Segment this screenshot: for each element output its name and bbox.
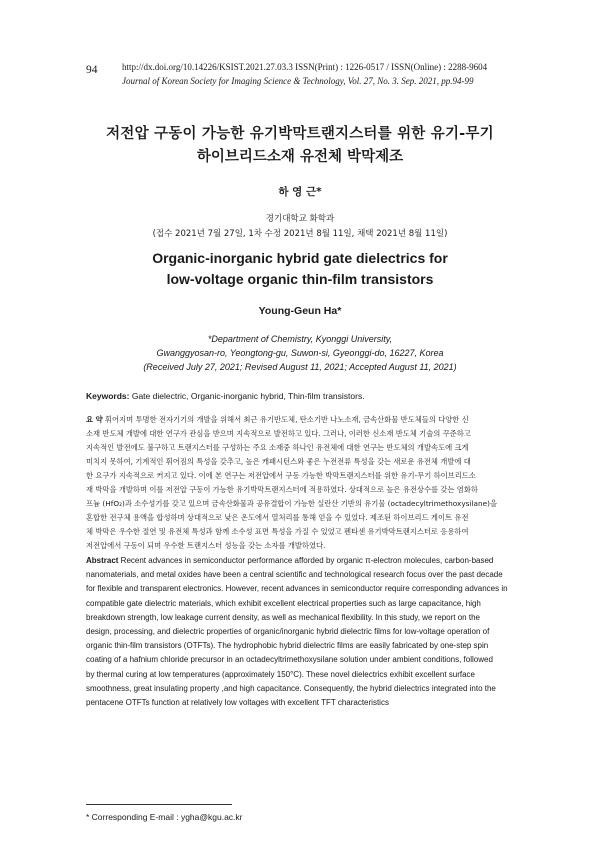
- keywords-label: Keywords:: [86, 391, 130, 401]
- korean-abstract-line: 재 박막을 개발하며 이를 저전압 구동이 가능한 유기박막트랜지스터에 적용하였다. 상대적으로 높은 유전상수를 갖는 염화하: [86, 485, 478, 494]
- korean-title-line-1: 저전압 구동이 가능한 유기박막트랜지스터를 위한 유기-무기: [106, 126, 494, 142]
- korean-abstract-line: 요 약 휘어지며 투명한 전자기기의 개발을 위해서 최근 유기반도체, 탄소기반 나노소재, 금속산화물 반도체들의 다양한 신: [86, 415, 469, 424]
- english-abstract-label: Abstract: [86, 556, 119, 565]
- english-title-line-1: Organic-inorganic hybrid gate dielectrics for: [152, 250, 448, 266]
- korean-affiliation: 경기대학교 화학과: [265, 214, 335, 224]
- english-abstract-line: design, processing, and dielectric properties of organic/inorganic hybrid dielectric films for low-voltage operation of: [86, 627, 490, 637]
- korean-abstract-label: 요 약: [86, 415, 103, 424]
- english-title-line-2: low-voltage organic thin-film transistors: [166, 271, 434, 287]
- footnote-divider: [86, 804, 232, 805]
- korean-abstract-line: 미치지 못하여, 기계적인 휘어짐의 특성을 갖추고, 높은 캐패시턴스와 좋은 누전전류 특성을 갖는 새로운 유전체 개발에 대: [86, 457, 471, 466]
- corresponding-email-footnote: * Corresponding E-mail : ygha@kgu.ac.kr: [86, 812, 243, 822]
- english-abstract-line: coating of a hafnium chloride precursor in an octadecyltrimethoxysilane solution under ambient conditions, followed: [86, 655, 493, 665]
- english-abstract-line: smoothness, great insulating property ,and high capacitance. Consequently, the hybrid dielectrics integrated into the: [86, 683, 496, 693]
- english-abstract-line: organic thin-film transistors (OTFTs). The hydrophobic hybrid dielectric films are easily fabricated by one-step spin: [86, 641, 489, 651]
- english-abstract-line: by thermal curing at low temperatures (approximately 150°C). These novel dielectrics exhibit excellent surface: [86, 669, 476, 679]
- english-abstract-line: compatible gate dielectric materials, which exhibit excellent electrical properties such as large capacitance, high: [86, 598, 481, 608]
- korean-abstract-line: 저전압에서 구동이 되며 우수한 트랜지스터 성능을 갖는 소자를 개발하였다.: [86, 541, 326, 550]
- doi-issn-line: http://dx.doi.org/10.14226/KSIST.2021.27.03.3 ISSN(Print) : 1226-0517 / ISSN(Online) : 2288-9604: [122, 62, 488, 72]
- english-abstract-line: breakdown strength, low leakage current density, as well as mechanical flexibility. In this study, we report on the: [86, 612, 480, 622]
- keywords-text: Gate dielectric, Organic-inorganic hybrid, Thin-film transistors.: [129, 391, 365, 401]
- korean-abstract-line: 소재 반도체 개발에 대한 연구가 관심을 받으며 지속적으로 발전하고 있다. 그러나, 이러한 신소재 반도체 기술의 꾸준하고: [86, 429, 471, 438]
- korean-abstract-line: 프늄 (HfO₂)과 소수성기를 갖고 있으며 금속산화물과 공유결합이 가능한 실란산 기반의 유기물 (octadecyltrimethoxysilane)을: [86, 499, 498, 508]
- english-abstract-line: nanomaterials, and metal oxides have been a central scientific and technological research focus over the past decade: [86, 570, 503, 580]
- korean-abstract: [86, 413, 516, 553]
- korean-abstract-line: 지속적인 발전에도 불구하고 트랜지스터를 구성하는 주요 소재중 하나인 유전체에 대한 연구는 반도체의 개발속도에 크게: [86, 443, 469, 452]
- korean-abstract-line: 한 요구가 지속적으로 커지고 있다. 이에 본 연구는 저전압에서 구동 가능한 박막트랜지스터를 위한 유기-무기 하이브리드소: [86, 471, 476, 480]
- english-dates: (Received July 27, 2021; Revised August 11, 2021; Accepted August 11, 2021): [143, 362, 457, 372]
- english-abstract-line: pentacene OTFTs function at relatively low voltages with excellent TFT characteristics: [86, 698, 389, 708]
- korean-dates: (접수 2021년 7월 27일, 1차 수정 2021년 8월 11일, 채택 2021년 8월 11일): [152, 229, 448, 239]
- korean-title-line-2: 하이브리드소재 유전체 박막제조: [196, 149, 404, 165]
- english-affiliation-line-1: *Department of Chemistry, Kyonggi University,: [207, 334, 393, 344]
- english-abstract-line: Abstract Recent advances in semiconductor performance afforded by organic π-electron molecules, carbon-based: [86, 556, 494, 565]
- english-abstract-line: for flexible and transparent electronics. However, recent advances in semiconductor require corresponding advances in: [86, 584, 508, 594]
- keywords: [86, 391, 365, 401]
- korean-abstract-line: 혼합한 전구체 용액을 합성하며 상대적으로 낮은 온도에서 열처리를 통해 얻을 수 있었다. 제조된 하이브리드 게이트 유전: [86, 513, 469, 522]
- korean-abstract-line: 체 박막은 우수한 절연 및 유전체 특성과 함께 소수성 표면 특성을 가질 수 있었고 펜타센 유기박막트랜지스터로 응용하여: [86, 527, 469, 536]
- english-abstract: [86, 554, 516, 710]
- page-number: 94: [86, 64, 98, 76]
- english-author: Young-Geun Ha*: [258, 305, 342, 317]
- journal-citation: Journal of Korean Society for Imaging Science & Technology, Vol. 27, No. 3. Sep. 2021, pp.94-99: [122, 76, 474, 86]
- korean-author: 하 영 근*: [278, 186, 322, 198]
- english-affiliation-line-2: Gwanggyosan-ro, Yeongtong-gu, Suwon-si, Gyeonggi-do, 16227, Korea: [156, 348, 444, 358]
